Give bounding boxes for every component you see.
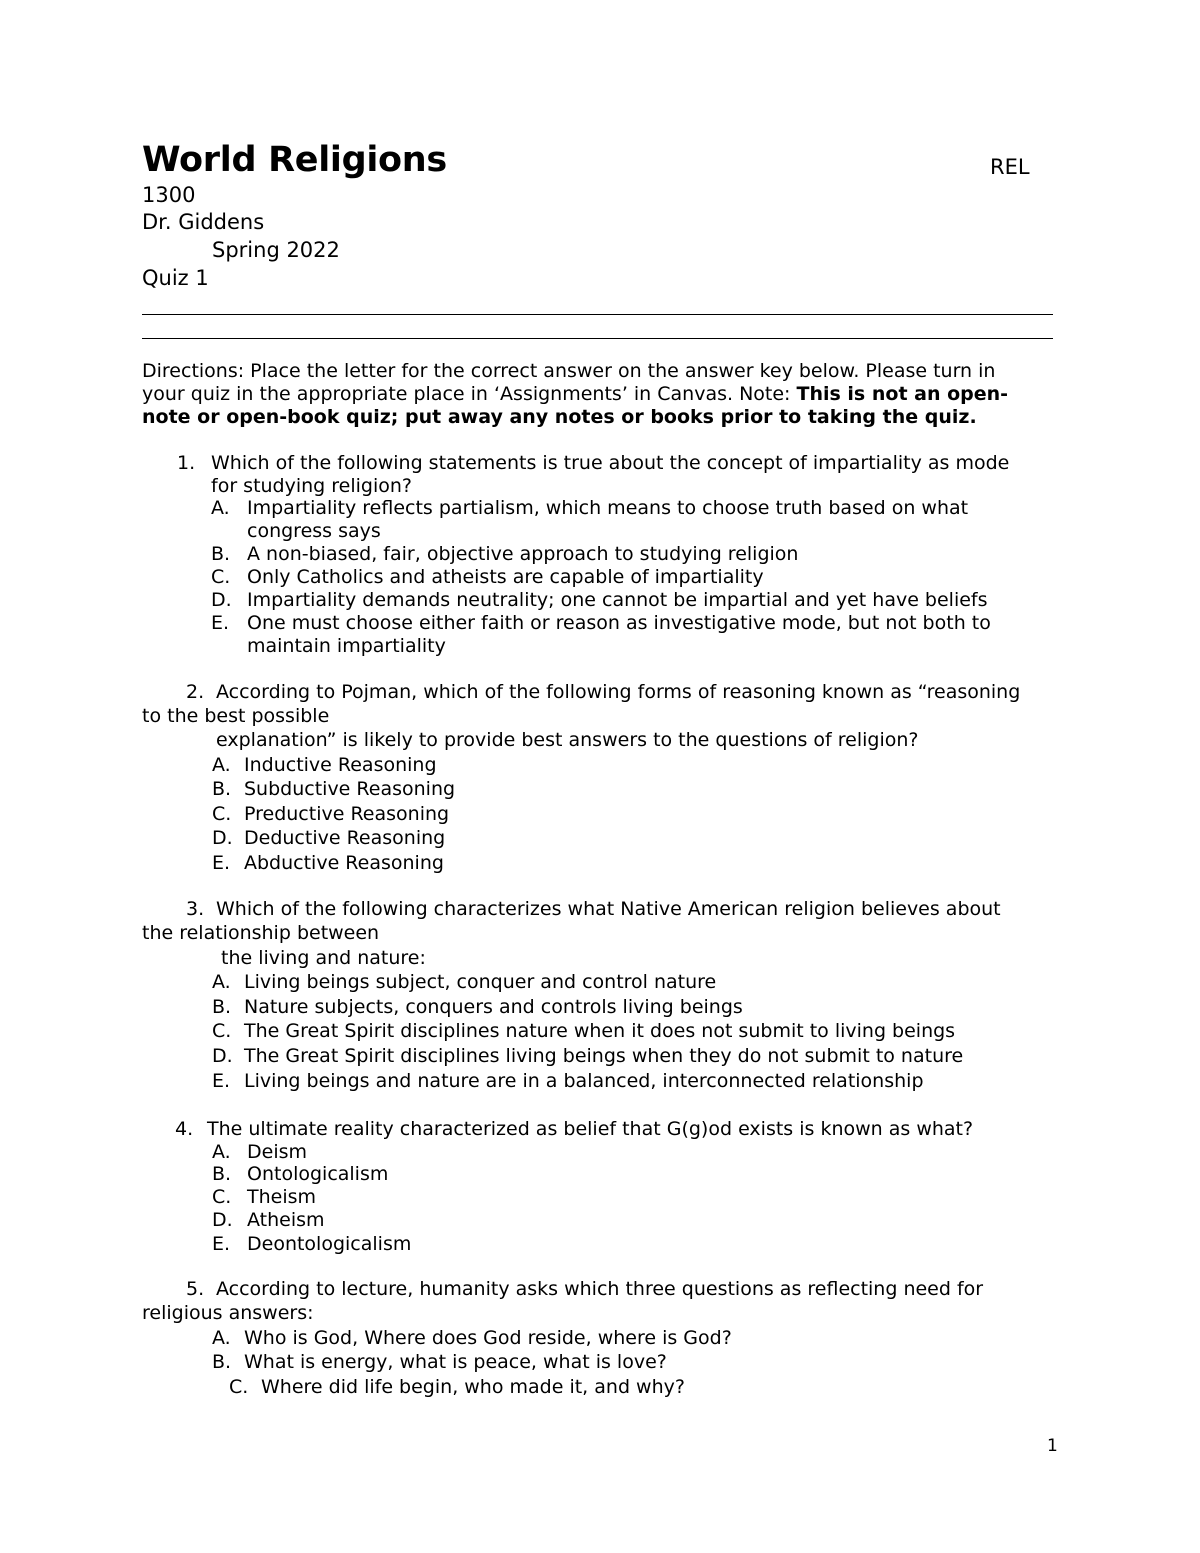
question-number: 1. xyxy=(177,452,196,474)
course-prefix: REL xyxy=(990,155,1030,179)
option-letter: C. xyxy=(229,1376,249,1398)
option-letter: E. xyxy=(212,852,231,874)
option-letter: A. xyxy=(212,1141,231,1163)
directions-line-1: Directions: Place the letter for the correct answer on the answer key below. Please turn in xyxy=(142,360,996,382)
option-text: Impartiality reflects partialism, which means to choose truth based on what xyxy=(247,497,969,519)
question-number: 2. xyxy=(186,681,205,703)
question-text-cont: religious answers: xyxy=(142,1302,314,1324)
term: Spring 2022 xyxy=(212,238,340,262)
option-text: Abductive Reasoning xyxy=(244,852,444,874)
option-text: Subductive Reasoning xyxy=(244,778,456,800)
option-text: Deontologicalism xyxy=(247,1233,412,1255)
course-number: 1300 xyxy=(142,183,196,207)
option-text: Only Catholics and atheists are capable of impartiality xyxy=(247,566,764,588)
option-text: Living beings subject, conquer and control nature xyxy=(244,971,717,993)
option-text: The Great Spirit disciplines nature when it does not submit to living beings xyxy=(244,1020,956,1042)
question-number: 3. xyxy=(186,898,205,920)
question-text: The ultimate reality characterized as belief that G(g)od exists is known as what? xyxy=(207,1118,974,1140)
question-text-cont: the living and nature: xyxy=(221,947,426,969)
option-text: Deductive Reasoning xyxy=(244,827,446,849)
option-letter: B. xyxy=(211,543,231,565)
option-text: Impartiality demands neutrality; one cannot be impartial and yet have beliefs xyxy=(247,589,988,611)
option-text: Deism xyxy=(247,1141,308,1163)
page-number: 1 xyxy=(1047,1436,1058,1456)
option-letter: C. xyxy=(212,803,232,825)
option-letter: B. xyxy=(212,778,232,800)
question-text-cont: for studying religion? xyxy=(211,475,413,497)
option-text: The Great Spirit disciplines living beings when they do not submit to nature xyxy=(244,1045,964,1067)
option-letter: C. xyxy=(211,566,231,588)
question-text-cont: explanation” is likely to provide best answers to the questions of religion? xyxy=(216,729,919,751)
question-text-cont: the relationship between xyxy=(142,922,380,944)
option-text: Inductive Reasoning xyxy=(244,754,437,776)
option-letter: D. xyxy=(212,1045,233,1067)
option-letter: B. xyxy=(212,1163,232,1185)
option-letter: A. xyxy=(212,754,231,776)
option-text: What is energy, what is peace, what is love? xyxy=(244,1351,667,1373)
question-number: 5. xyxy=(186,1278,205,1300)
option-text: Living beings and nature are in a balanced, interconnected relationship xyxy=(244,1070,924,1092)
question-text: According to lecture, humanity asks which three questions as reflecting need for xyxy=(216,1278,984,1300)
option-text: A non-biased, fair, objective approach to studying religion xyxy=(247,543,799,565)
option-letter: E. xyxy=(211,612,230,634)
question-text-cont: to the best possible xyxy=(142,705,330,727)
option-text: Nature subjects, conquers and controls living beings xyxy=(244,996,743,1018)
question-text: According to Pojman, which of the following forms of reasoning known as “reasoning xyxy=(216,681,1021,703)
option-text: Atheism xyxy=(247,1209,325,1231)
option-text: Where did life begin, who made it, and why? xyxy=(261,1376,685,1398)
question-text: Which of the following characterizes what Native American religion believes about xyxy=(216,898,1001,920)
option-text: Theism xyxy=(247,1186,317,1208)
option-letter: A. xyxy=(211,497,230,519)
option-text-cont: congress says xyxy=(247,520,381,542)
option-text: One must choose either faith or reason as investigative mode, but not both to xyxy=(247,612,991,634)
option-letter: C. xyxy=(212,1020,232,1042)
option-text: Ontologicalism xyxy=(247,1163,389,1185)
option-letter: E. xyxy=(212,1070,231,1092)
header-rule-2 xyxy=(142,338,1053,339)
option-letter: A. xyxy=(212,971,231,993)
option-text: Who is God, Where does God reside, where is God? xyxy=(244,1327,732,1349)
option-letter: A. xyxy=(212,1327,231,1349)
directions-line-3: note or open-book quiz; put away any notes or books prior to taking the quiz. xyxy=(142,406,977,428)
page-title: World Religions xyxy=(142,140,447,180)
question-number: 4. xyxy=(175,1118,194,1140)
option-letter: E. xyxy=(212,1233,231,1255)
option-letter: D. xyxy=(211,589,232,611)
header-rule-1 xyxy=(142,314,1053,315)
quiz-label: Quiz 1 xyxy=(142,266,209,290)
option-letter: B. xyxy=(212,1351,232,1373)
option-letter: D. xyxy=(212,827,233,849)
option-letter: B. xyxy=(212,996,232,1018)
question-text: Which of the following statements is true about the concept of impartiality as mode xyxy=(211,452,1010,474)
directions-line-2: your quiz in the appropriate place in ‘Assignments’ in Canvas. Note: This is not an open- xyxy=(142,383,1009,405)
option-text: Preductive Reasoning xyxy=(244,803,450,825)
option-text-cont: maintain impartiality xyxy=(247,635,446,657)
option-letter: D. xyxy=(212,1209,233,1231)
option-letter: C. xyxy=(212,1186,232,1208)
instructor-name: Dr. Giddens xyxy=(142,210,265,234)
